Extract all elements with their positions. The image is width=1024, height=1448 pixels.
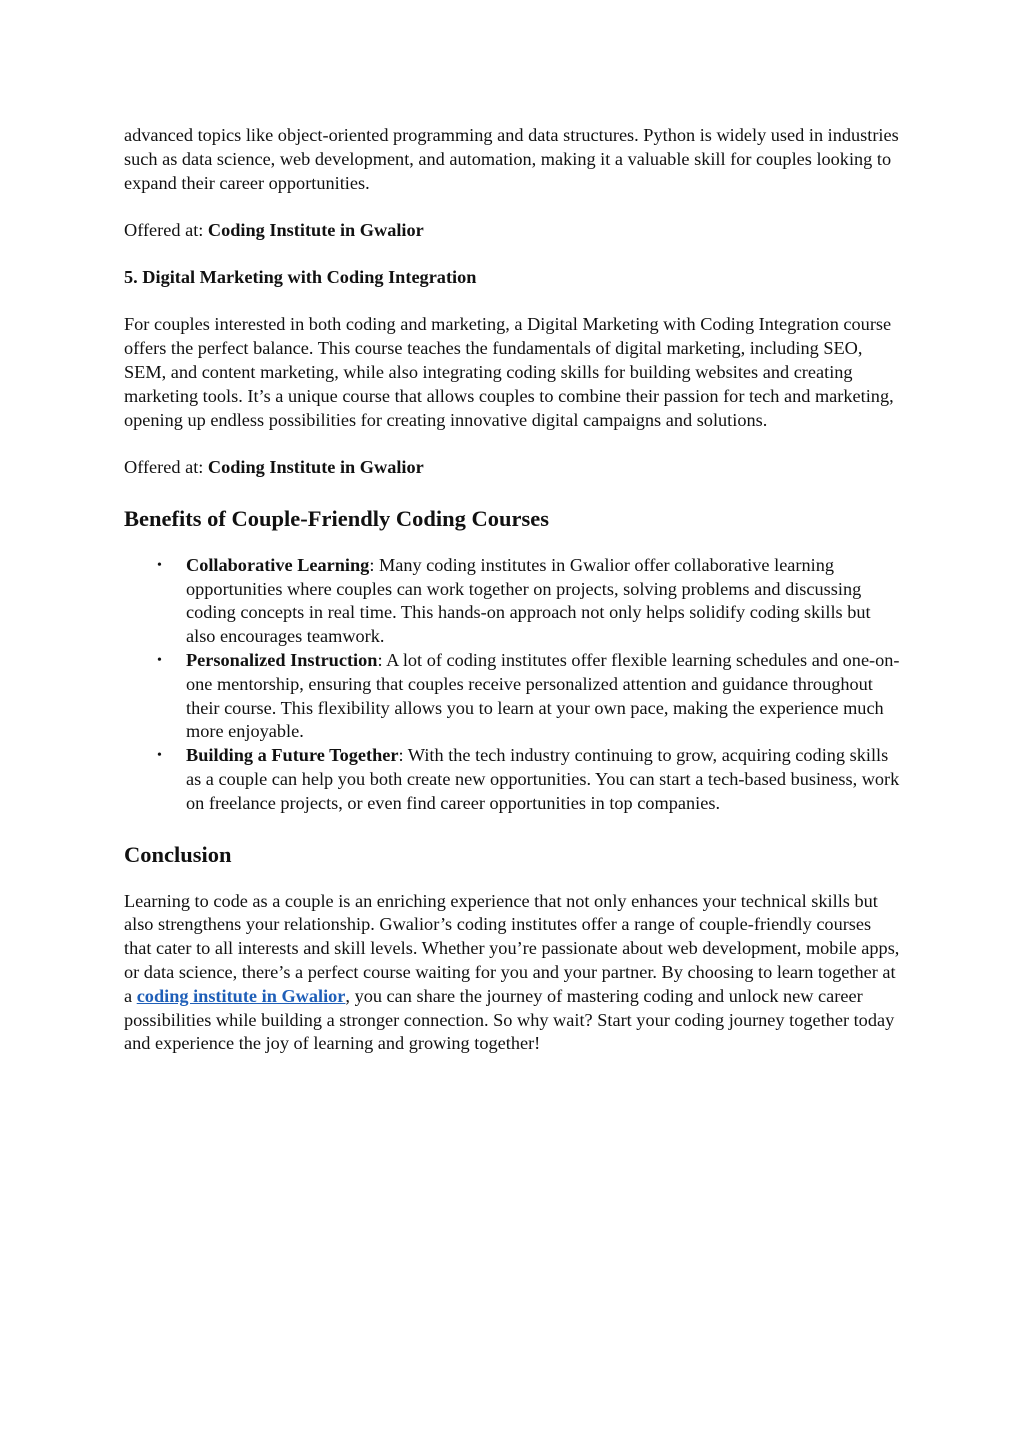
offered-at-institute-2: Coding Institute in Gwalior [207,456,424,477]
conclusion-text-after: , you can share the journey of mastering coding and unlock new career possibilities while building a stronger connection. So why wait? Start your coding journey together today and experience the joy of learning and growing together! [124,985,895,1054]
benefits-list [124,554,902,816]
conclusion-text-before: Learning to code as a couple is an enriching experience that not only enhances your technical skills but also strengthens your relationship. Gwalior’s coding institutes offer a range of couple-friendly courses that cater to all interests and skill levels. Whether you’re passionate about web development, mobile apps, or data science, there’s a perfect course waiting for you and your partner. By choosing to learn together at a [124,890,900,1006]
benefit-title: Building a Future Together [186,745,399,766]
coding-institute-link[interactable]: coding institute in Gwalior [136,985,346,1006]
offered-at-label-2: Offered at: [124,456,208,477]
list-item [157,649,902,744]
benefit-text: : A lot of coding institutes offer flexible learning schedules and one-on-one mentorship, ensuring that couples receive personalized attention and guidance throughout their course. This flexibility allows you to learn at your own pace, making the experience much more enjoyable. [186,649,900,742]
offered-at-line-1 [124,219,902,243]
benefit-text: : Many coding institutes in Gwalior offer collaborative learning opportunities where couples can work together on projects, solving problems and discussing coding concepts in real time. This hands-on approach not only helps solidify coding skills but also encourages teamwork. [186,554,871,647]
benefits-heading: Benefits of Couple-Friendly Coding Courses [124,505,550,531]
section-5-paragraph: For couples interested in both coding and marketing, a Digital Marketing with Coding Integration course offers the perfect balance. This course teaches the fundamentals of digital marketing, including SEO, SEM, and content marketing, while also integrating coding skills for building websites and creating marketing tools. It’s a unique course that allows couples to combine their passion for tech and marketing, opening up endless possibilities for creating innovative digital campaigns and solutions. [124,314,894,430]
bullet-icon: • [157,652,162,668]
intro-paragraph: advanced topics like object-oriented programming and data structures. Python is widely used in industries such as data science, web development, and automation, making it a valuable skill for couples looking to expand their career opportunities. [124,125,899,193]
bullet-icon: • [157,557,162,573]
list-item [157,554,902,649]
benefit-title: Personalized Instruction [186,649,378,670]
offered-at-institute-1: Coding Institute in Gwalior [207,219,424,240]
conclusion-paragraph [124,890,902,1057]
bullet-icon: • [157,748,162,764]
offered-at-label-1: Offered at: [124,219,208,240]
section-5-heading: 5. Digital Marketing with Coding Integration [124,267,477,288]
document-page [124,124,902,1056]
offered-at-line-2 [124,456,902,480]
benefit-text: : With the tech industry continuing to grow, acquiring coding skills as a couple can help you both create new opportunities. You can start a tech-based business, work on freelance projects, or even find career opportunities in top companies. [186,745,900,813]
list-item [157,744,902,815]
conclusion-heading: Conclusion [124,841,232,867]
benefit-title: Collaborative Learning [186,554,370,575]
